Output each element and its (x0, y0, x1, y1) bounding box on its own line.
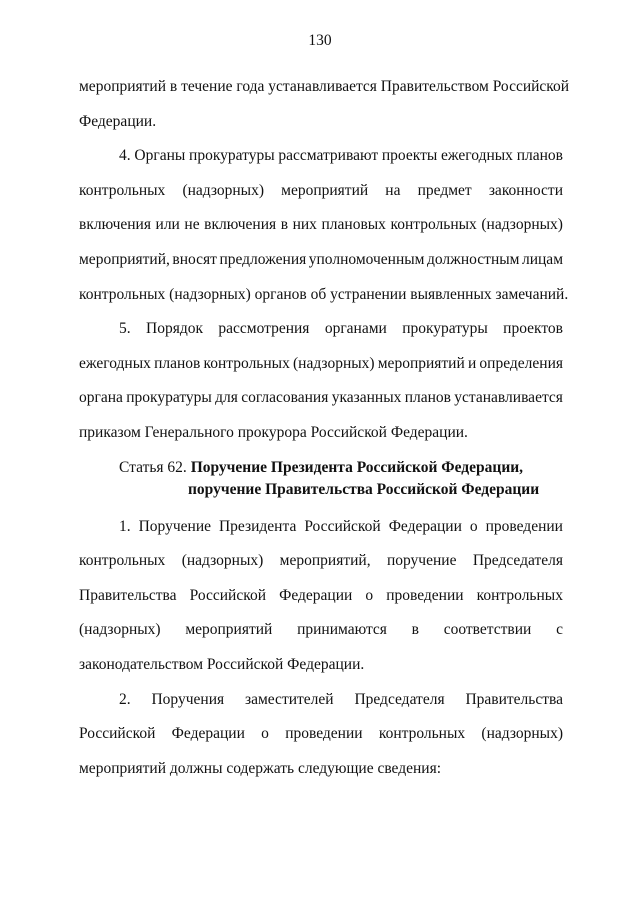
document-body (79, 70, 570, 786)
word: проектов (503, 320, 563, 338)
word: Президента (218, 517, 297, 535)
word: контрольных (390, 216, 477, 234)
word: ежегодных (79, 354, 151, 372)
word: включения (204, 216, 277, 234)
word: о (365, 586, 374, 604)
word: контрольных (378, 725, 466, 743)
word: уполномоченным (308, 250, 425, 268)
text-line: мероприятий в течение года устанавливается Правительством Российской (79, 78, 570, 95)
word: ежегодных (441, 147, 513, 165)
word: устанавливается (454, 389, 563, 407)
word: планов (516, 147, 563, 165)
word: органа (79, 389, 123, 407)
article-label: Статья 62. (119, 458, 187, 476)
word: мероприятий (377, 354, 465, 372)
text-line (79, 510, 563, 545)
word: (надзорных) (182, 181, 265, 199)
text-block-after-article (79, 510, 563, 787)
text-line (79, 208, 563, 243)
word: для (215, 389, 238, 407)
page-number: 130 (308, 32, 332, 49)
word: предложения (219, 250, 307, 268)
word: 4. (119, 147, 131, 165)
word: (надзорных) (181, 552, 264, 570)
text-line (79, 544, 563, 579)
word: о (469, 517, 478, 535)
word: или (155, 216, 180, 234)
text-line (79, 613, 563, 648)
word: соответствии (443, 621, 532, 639)
text-line (79, 683, 563, 718)
word: планов (154, 354, 201, 372)
word: Правительства (79, 586, 177, 604)
text-line (79, 243, 563, 278)
word: контрольных (79, 552, 166, 570)
word: Органы (134, 147, 186, 165)
text-block-before-article (79, 70, 570, 451)
text-line (79, 717, 563, 752)
word: заместителей (244, 690, 334, 708)
word: вносят (172, 250, 217, 268)
word: контрольных (79, 181, 166, 199)
word: рассмотрения (218, 320, 310, 338)
text-line: мероприятий должны содержать следующие сведения: (79, 759, 442, 777)
word: не (184, 216, 200, 234)
word: на (385, 181, 401, 199)
word: (надзорных) (293, 354, 375, 372)
text-line: Федерации. (79, 112, 157, 130)
text-line (79, 174, 563, 209)
word: проекты (381, 147, 438, 165)
word: законности (488, 181, 563, 199)
text-line (79, 139, 563, 174)
word: должностным (427, 250, 520, 268)
word: 1. (119, 517, 131, 535)
word: мероприятий, (79, 250, 170, 268)
text-line (79, 381, 563, 416)
word: Российской (189, 586, 267, 604)
text-line (79, 312, 563, 347)
word: Председателя (472, 552, 563, 570)
word: Федерации (279, 586, 353, 604)
word: контрольных (476, 586, 563, 604)
word: Российской (79, 725, 156, 743)
word: определения (479, 354, 563, 372)
text-line: законодательством Российской Федерации. (79, 655, 365, 673)
word: планов (404, 389, 451, 407)
word: согласования (241, 389, 329, 407)
word: контрольных (203, 354, 290, 372)
word: поручение (386, 552, 457, 570)
word: (надзорных) (481, 725, 563, 743)
word: прокуратуры (402, 320, 488, 338)
word: о (261, 725, 269, 743)
word: включения (79, 216, 151, 234)
word: мероприятий (281, 181, 369, 199)
word: предмет (417, 181, 472, 199)
word: мероприятий (185, 621, 273, 639)
text-line: контрольных (надзорных) органов об устранении выявленных замечаний. (79, 285, 569, 303)
word: указанных (331, 389, 402, 407)
article-title-line-2: поручение Правительства Российской Федерации (188, 480, 540, 498)
word: мероприятий, (279, 552, 371, 570)
word: Российской (304, 517, 381, 535)
word: с (556, 621, 563, 639)
word: Председателя (354, 690, 445, 708)
word: 2. (119, 690, 131, 708)
word: в (280, 216, 289, 234)
word: в (411, 621, 419, 639)
word: Федерации (171, 725, 245, 743)
word: проведении (285, 725, 363, 743)
text-line (79, 579, 563, 614)
word: Порядок (146, 320, 203, 338)
word: проведении (485, 517, 563, 535)
word: лицам (521, 250, 563, 268)
word: Поручения (151, 690, 225, 708)
word: и (467, 354, 477, 372)
word: (надзорных) (481, 216, 563, 234)
word: принимаются (297, 621, 387, 639)
word: них (292, 216, 317, 234)
word: Правительства (465, 690, 563, 708)
word: Федерации (388, 517, 462, 535)
word: рассматривают (278, 147, 379, 165)
text-line: приказом Генерального прокурора Российской Федерации. (79, 423, 468, 441)
word: Поручение (138, 517, 211, 535)
word: (надзорных) (79, 621, 161, 639)
word: 5. (119, 320, 131, 338)
word: плановых (321, 216, 386, 234)
word: проведении (386, 586, 464, 604)
word: органами (324, 320, 387, 338)
article-heading (79, 457, 563, 479)
word: прокуратуры (126, 389, 212, 407)
article-title-line-1: Поручение Президента Российской Федерации, (190, 458, 524, 476)
text-line (79, 347, 563, 382)
word: прокуратуры (189, 147, 275, 165)
